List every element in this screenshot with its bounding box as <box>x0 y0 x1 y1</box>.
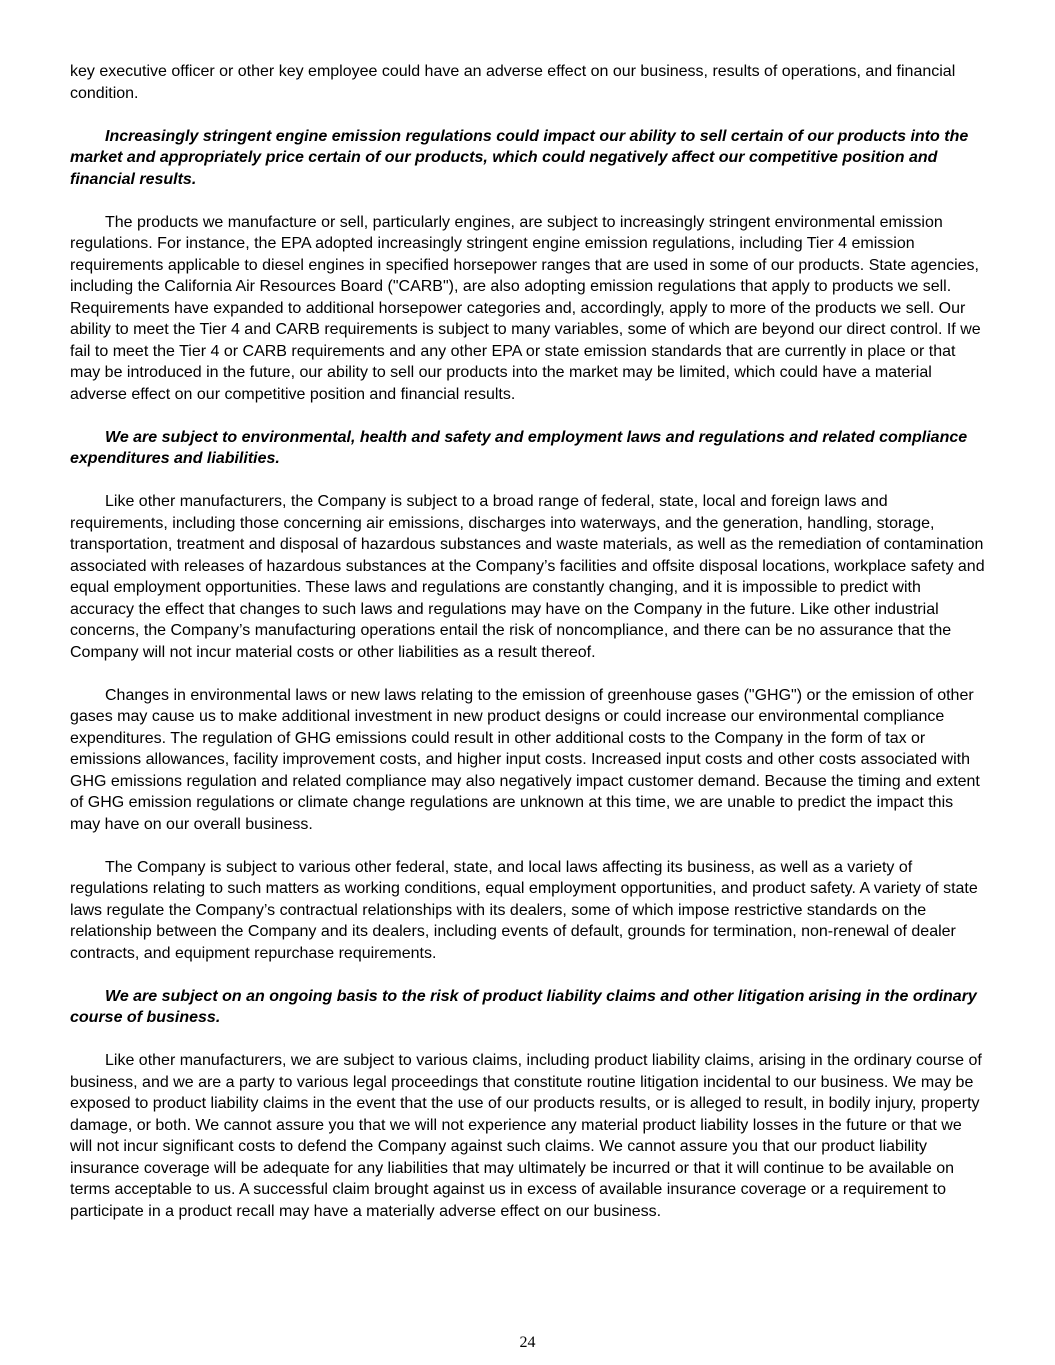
paragraph-ghg-emissions: Changes in environmental laws or new laws relating to the emission of greenhouse gases ("GHG") or the emission of other gases may cause us to make additional investment in new product designs or could increase our environmental compliance expenditures. The regulation of GHG emissions could result in other additional costs to the Company in the form of tax or emissions allowances, facility improvement costs, and higher input costs. Increased input costs and other costs associated with GHG emissions regulation and related compliance may also negatively impact customer demand. Because the timing and extent of GHG emission regulations or climate change regulations are unknown at this time, we are unable to predict the impact this may have on our overall business. <box>70 686 985 833</box>
paragraph-emission-regulations-detail: The products we manufacture or sell, particularly engines, are subject to increasingly stringent environmental emission regulations. For instance, the EPA adopted increasingly stringent engine emission regulations, including Tier 4 emission requirements applicable to diesel engines in specified horsepower ranges that are used in some of our products. State agencies, including the California Air Resources Board ("CARB"), are also adopting emission regulations that apply to products we sell. Requirements have expanded to additional horsepower categories and, accordingly, apply to more of the products we sell. Our ability to meet the Tier 4 and CARB requirements is subject to many variables, some of which are beyond our direct control. If we fail to meet the Tier 4 or CARB requirements and any other EPA or state emission standards that are currently in place or that may be introduced in the future, our ability to sell our products into the market may be limited, which could have a material adverse effect on our competitive position and financial results. <box>70 213 986 403</box>
risk-heading-environmental-health-safety-laws: We are subject to environmental, health and safety and employment laws and regulations and related compliance expenditures and liabilities. <box>70 428 972 467</box>
page-number: 24 <box>519 1334 536 1351</box>
risk-heading-engine-emission-regulations: Increasingly stringent engine emission regulations could impact our ability to sell certain of our products into the market and appropriately price certain of our products, which could negatively affect our competitive position and financial results. <box>70 127 973 188</box>
paragraph-broad-range-of-laws: Like other manufacturers, the Company is subject to a broad range of federal, state, local and foreign laws and requirements, including those concerning air emissions, discharges into waterways, and the generation, handling, storage, transportation, treatment and disposal of hazardous substances and waste materials, as well as the remediation of contamination associated with releases of hazardous substances at the Company’s facilities and offsite disposal locations, workplace safety and equal employment opportunities. These laws and regulations are constantly changing, and it is impossible to predict with accuracy the effect that changes to such laws and regulations may have on the Company in the future. Like other industrial concerns, the Company’s manufacturing operations entail the risk of noncompliance, and there can be no assurance that the Company will not incur material costs or other liabilities as a result thereof. <box>70 493 990 661</box>
paragraph-product-liability-detail: Like other manufacturers, we are subject to various claims, including product liability claims, arising in the ordinary course of business, and we are a party to various legal proceedings that constitute routine litigation incidental to our business. We may be exposed to product liability claims in the event that the use of our products results, or is alleged to result, in bodily injury, property damage, or both. We cannot assure you that we will not experience any material product liability losses in the future or that we will not incur significant costs to defend the Company against such claims. We cannot assure you that our product liability insurance coverage will be adequate for any liabilities that may ultimately be incurred or that it will continue to be available on terms acceptable to us. A successful claim brought against us in excess of available insurance coverage or a requirement to participate in a product recall may have a materially adverse effect on our business. <box>70 1052 987 1220</box>
paragraph-key-employee-continuation: key executive officer or other key employee could have an adverse effect on our business, results of operations, and financial condition. <box>70 63 960 102</box>
paragraph-other-federal-state-local-laws: The Company is subject to various other federal, state, and local laws affecting its business, as well as a variety of regulations relating to such matters as working conditions, equal employment opportunities, and product safety. A variety of state laws regulate the Company’s contractual relationships with its dealers, some of which impose restrictive standards on the relationship between the Company and its dealers, including events of default, grounds for termination, non-renewal of dealer contracts, and equipment repurchase requirements. <box>70 858 983 962</box>
risk-heading-product-liability-claims: We are subject on an ongoing basis to the risk of product liability claims and other litigation arising in the ordinary course of business. <box>70 987 982 1026</box>
